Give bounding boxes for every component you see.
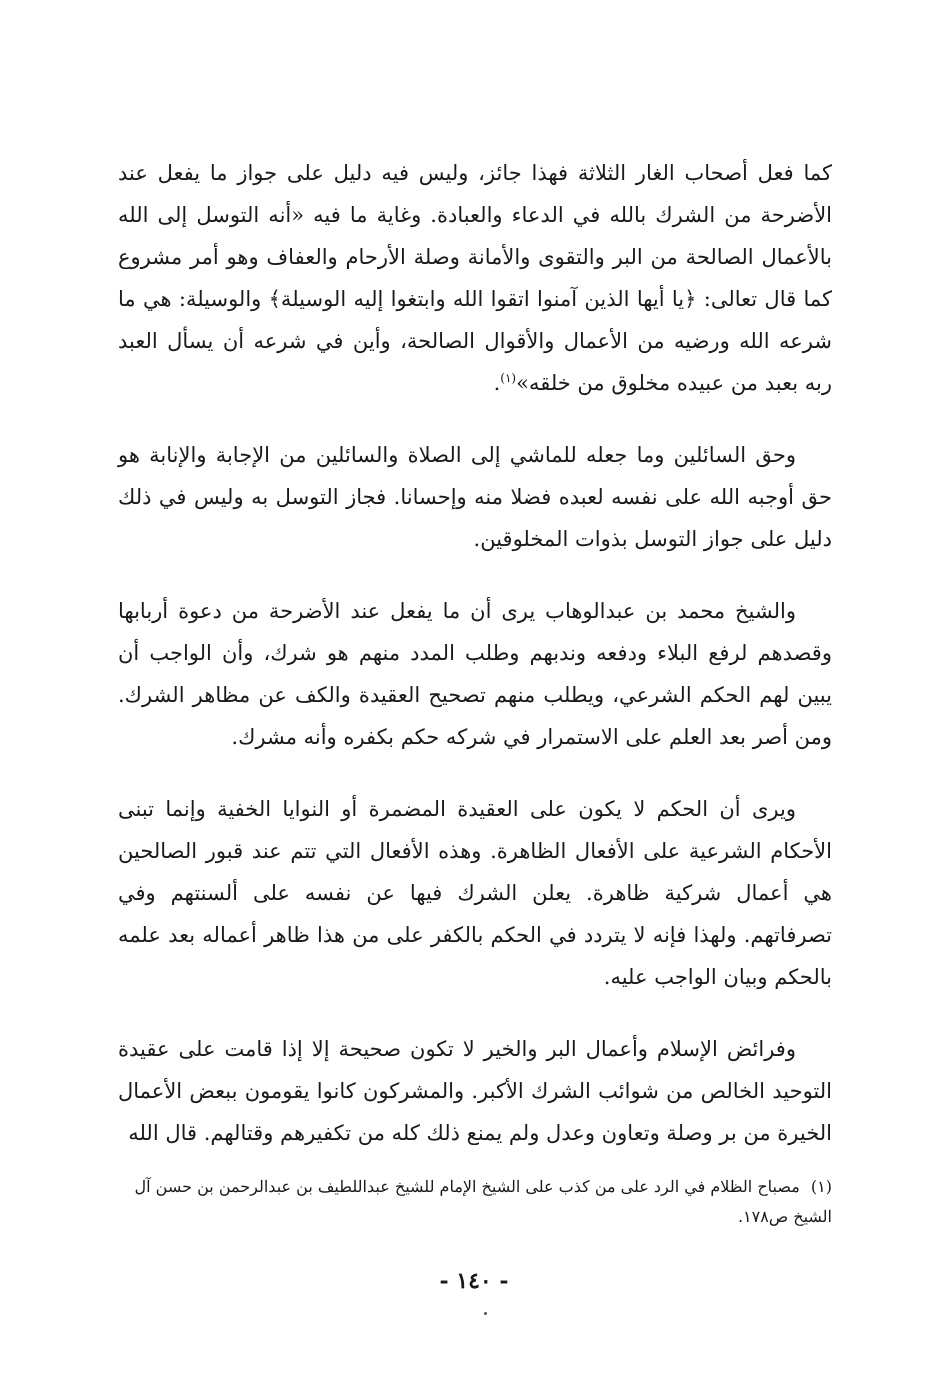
paragraph-1 [118,152,832,404]
footnote-text: مصباح الظلام في الرد على من كذب على الشيخ الإمام للشيخ عبداللطيف بن عبدالرحمن بن حسن آل الشيخ ص١٧٨. [134,1177,832,1226]
paragraph-2: وحق السائلين وما جعله للماشي إلى الصلاة والسائلين من الإجابة والإنابة هو حق أوجبه الله على نفسه لعبده فضلا منه وإحسانا. فجاز التوسل به وليس في ذلك دليل على جواز التوسل بذوات المخلوقين. [118,443,832,551]
footnote-reference: (١) [500,371,517,385]
page-number: - ١٤٠ - [439,1268,509,1294]
footnote [118,1172,832,1232]
paragraph-1-end: . [493,371,501,395]
paragraph-1-text: كما فعل أصحاب الغار الثلاثة فهذا جائز، وليس فيه دليل على جواز ما يفعل عند الأضرحة من الشرك بالله في الدعاء والعبادة. وغاية ما فيه «أنه التوسل إلى الله بالأعمال الصالحة من البر والتقوى والأمانة وصلة الأرحام والعفاف وهو أمر مشروع كما قال تعالى: ﴿يا أيها الذين آمنوا اتقوا الله وابتغوا إليه الوسيلة﴾ والوسيلة: هي ما شرعه الله ورضيه من الأعمال والأقوال الصالحة، وأين في شرعه أن يسأل العبد ربه بعبد من عبيده مخلوق من خلقه» [118,161,833,395]
printer-dot [484,1312,487,1315]
page-body [118,152,832,1184]
paragraph-3: والشيخ محمد بن عبدالوهاب يرى أن ما يفعل عند الأضرحة من دعوة أربابها وقصدهم لرفع البلاء ودفعه وندبهم وطلب المدد منهم هو شرك، وأن الواجب أن يبين لهم الحكم الشرعي، ويطلب منهم تصحيح العقيدة والكف عن مظاهر الشرك. ومن أصر بعد العلم على الاستمرار في شركه حكم بكفره وأنه مشرك. [118,599,832,749]
footnote-marker: (١) [810,1177,832,1196]
paragraph-5: وفرائض الإسلام وأعمال البر والخير لا تكون صحيحة إلا إذا قامت على عقيدة التوحيد الخالص من شوائب الشرك الأكبر. والمشركون كانوا يقومون ببعض الأعمال الخيرة من بر وصلة وتعاون وعدل ولم يمنع ذلك كله من تكفيرهم وقتالهم. قال الله [118,1037,832,1145]
paragraph-4: ويرى أن الحكم لا يكون على العقيدة المضمرة أو النوايا الخفية وإنما تبنى الأحكام الشرعية على الأفعال الظاهرة. وهذه الأفعال التي تتم عند قبور الصالحين هي أعمال شركية ظاهرة. يعلن الشرك فيها عن نفسه على ألسنتهم وفي تصرفاتهم. ولهذا فإنه لا يتردد في الحكم بالكفر على من هذا ظاهر أعماله بعد علمه بالحكم وبيان الواجب عليه. [118,797,832,989]
